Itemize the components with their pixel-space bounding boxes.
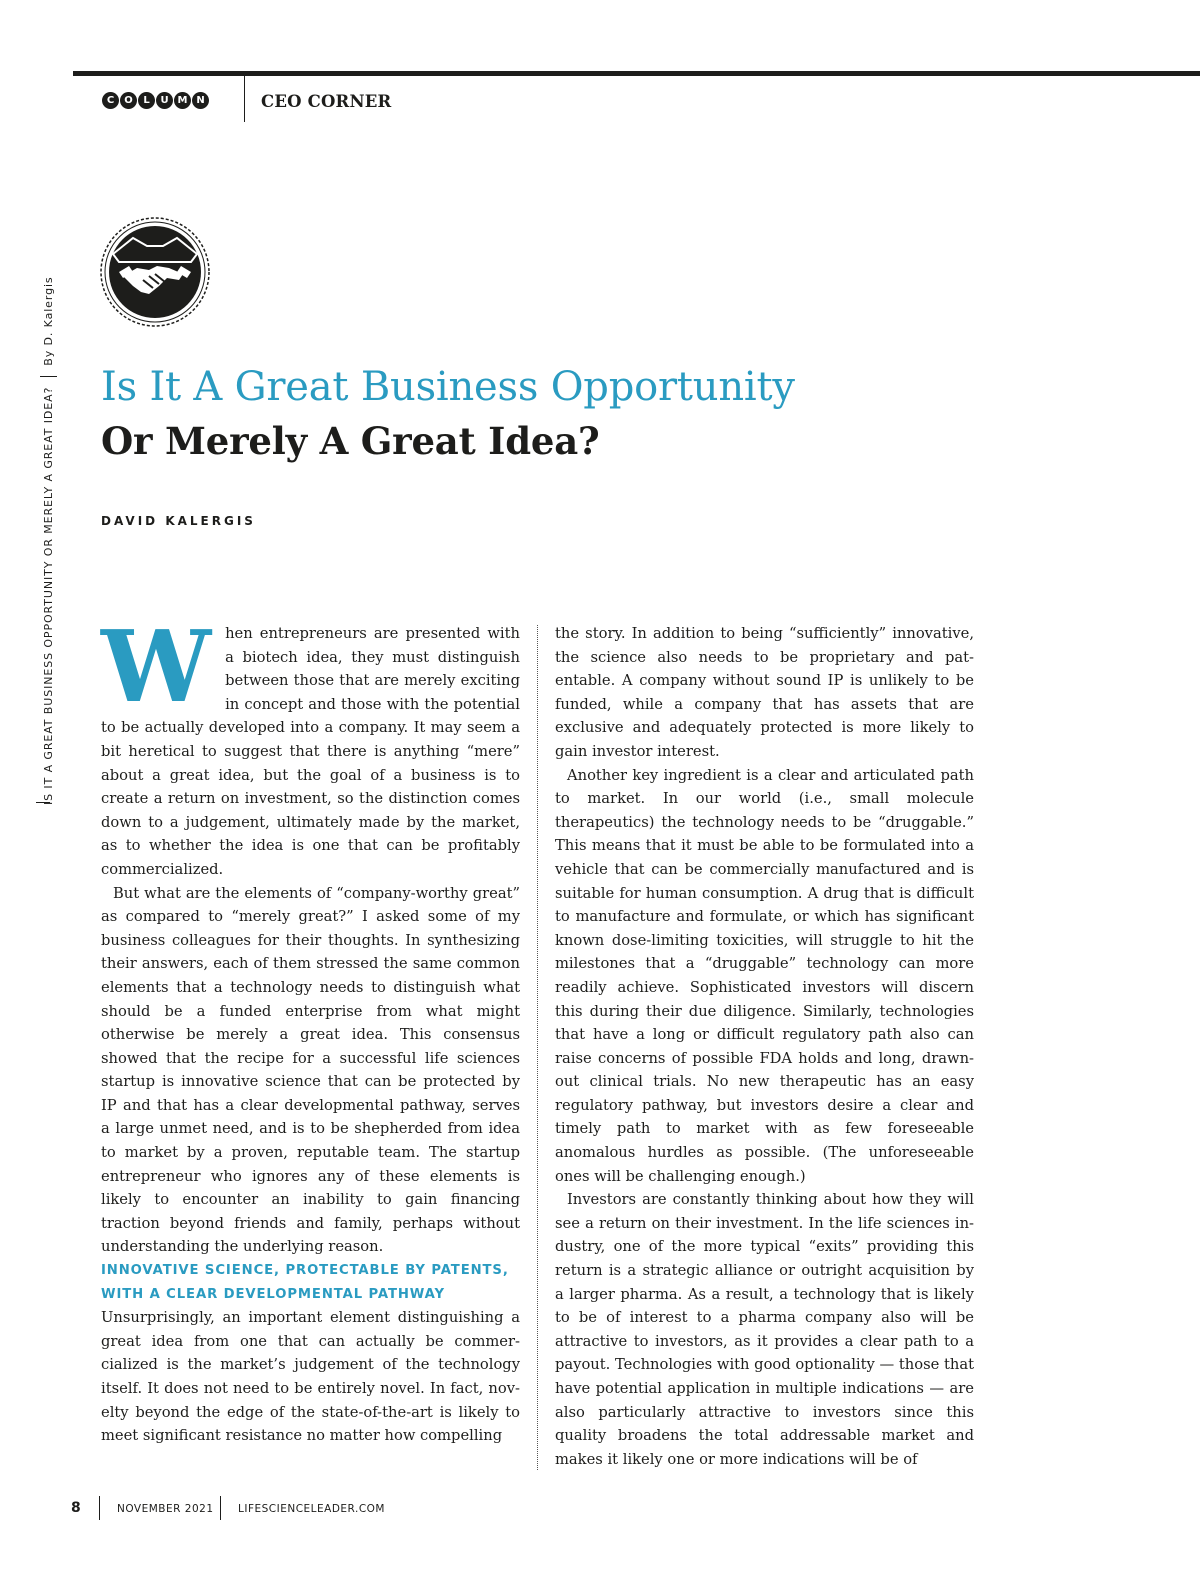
website-url: LIFESCIENCELEADER.COM [238, 1503, 385, 1515]
column-badge-letter: N [192, 92, 209, 109]
side-running-title: IS IT A GREAT BUSINESS OPPORTUNITY OR MERELY A GREAT IDEA? [42, 386, 55, 805]
section-subheading: INNOVATIVE SCIENCE, PROTECTABLE BY PATENTS, WITH A CLEAR DEVELOPMENTAL PATHWAY [101, 1263, 509, 1302]
column-badge-letter: U [156, 92, 173, 109]
paragraph: But what are the elements of “company-worthy great” as compared to “merely great?” I asked some of my business colleagues for their thoughts. In synthesizing their answers, each of them stressed the same common elements that a technology needs to distinguish what should be a funded enterprise from what might otherwise be merely a great idea. This consensus showed that the recipe for a successful life sciences startup is innovative science that can be protected by IP and that has a clear developmental pathway, serves a large unmet need, and is to be shepherded from idea to market by a proven, reputable team. The startup entrepreneur who ignores any of these elements is likely to encounter an inability to gain financing traction beyond friends and family, perhaps without understanding the underlying reason. [101, 884, 520, 1256]
footer-divider [220, 1496, 221, 1520]
article-title [101, 360, 795, 468]
page-footer [0, 1500, 1200, 1522]
header-divider [244, 72, 245, 122]
column-badge-letter: L [138, 92, 155, 109]
column-badge-letter: C [102, 92, 119, 109]
column-badge [102, 92, 209, 109]
top-rule [73, 71, 1200, 76]
paragraph: Unsurprisingly, an important element distinguishing a great idea from one that can actually be commercialized is the market’s judgement of the technology itself. It does not need to be entirely novel. In fact, novelty beyond the edge of the state-of-the-art is likely to meet significant resistance no matter how compelling [101, 1309, 520, 1445]
article-column-left [101, 610, 520, 1448]
handshake-icon [99, 216, 211, 328]
paragraph: the story. In addition to being “sufficiently” innovative, the science also needs to be proprietary and patentable. A company without sound IP is unlikely to be funded, while a company that has assets that are exclusive and adequately protected is more likely to gain investor interest. [555, 625, 974, 760]
issue-date: NOVEMBER 2021 [117, 1503, 214, 1515]
column-badge-letter: M [174, 92, 191, 109]
paragraph: Another key ingredient is a clear and articulated path to market. In our world (i.e., small molecule therapeutics) the technology needs to be “druggable.” This means that it must be able to be formulated into a vehicle that can be commercially manufactured and is suitable for human consumption. A drug that is difficult to manufacture and formulate, or which has significant known dose-limiting toxicities, will struggle to hit the milestones that a “druggable” technology can more readily achieve. Sophisticated investors will discern this during their due diligence. Similarly, technologies that have a long or difficult regulatory path also can raise concerns of possible FDA holds and long, drawn-out clinical trials. No new therapeutic has an easy regulatory pathway, but investors desire a clear and timely path to market with as few foreseeable anomalous hurdles as possible. (The unforeseeable ones will be challenging enough.) [555, 766, 974, 1185]
column-badge-letter: O [120, 92, 137, 109]
page-number: 8 [71, 1500, 81, 1516]
section-title: CEO CORNER [261, 92, 392, 111]
side-running-divider [40, 376, 57, 377]
article-title-line1: Is It A Great Business Opportunity [101, 364, 795, 410]
side-running-author: By D. Kalergis [42, 276, 55, 366]
article-title-line2: Or Merely A Great Idea? [101, 419, 600, 463]
paragraph: Investors are constantly thinking about how they will see a return on their investment. In the life sciences industry, one of the more typical “exits” providing this return is a strategic alliance or outright acquisition by a larger pharma. As a result, a technology that is likely to be of interest to a pharma company also will be attractive to investors, as it provides a clear path to a payout. Technologies with good optionality — those that have potential application in multiple indications — are also particularly attractive to investors since this quality broadens the total addressable market and makes it likely one or more indications will be of [555, 1191, 974, 1468]
side-running-head [40, 276, 57, 805]
column-divider [537, 625, 538, 1470]
author-byline: DAVID KALERGIS [101, 514, 256, 528]
drop-cap: W [101, 610, 212, 725]
paragraph: hen entrepreneurs are presented with a biotech idea, they must distinguish between those that are merely exciting in concept and those with the potential to be actually developed into a company. It may seem a bit heretical to suggest that there is anything “mere” about a great idea, but the goal of a business is to create a return on investment, so the distinction comes down to a judgement, ultimately made by the market, as to whether the idea is one that can be profitably commercialized. [101, 625, 520, 878]
article-column-right [555, 622, 974, 1471]
footer-divider [99, 1496, 100, 1520]
